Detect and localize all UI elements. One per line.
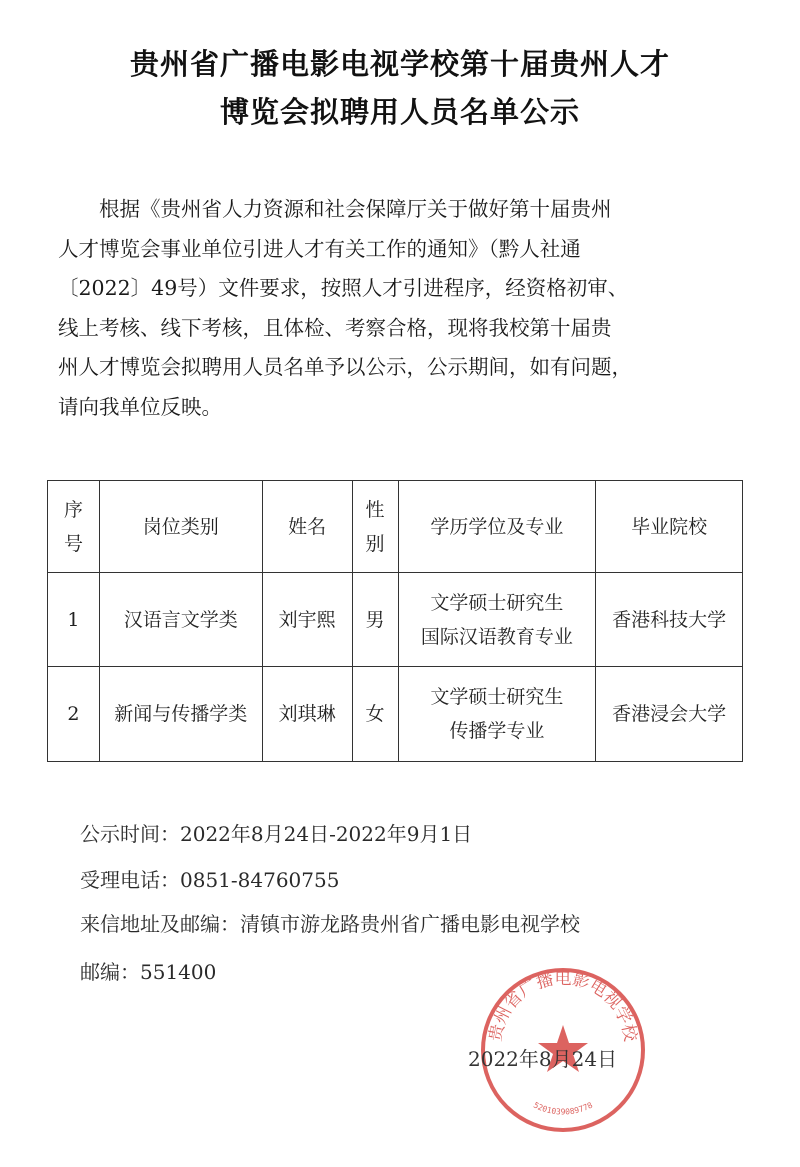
hire-list-table <box>47 480 743 762</box>
cell-gender: 女 <box>352 667 398 762</box>
cell-degree: 文学硕士研究生 <box>430 591 564 614</box>
cell-education <box>398 573 596 667</box>
cell-major: 国际汉语教育专业 <box>420 625 573 648</box>
cell-index: 1 <box>48 573 100 667</box>
cell-education <box>398 667 596 762</box>
body-line: 〔2022〕49号）文件要求，按照人才引进程序，经资格初审、 <box>58 276 629 300</box>
body-line: 请向我单位反映。 <box>58 394 222 419</box>
announcement-address: 来信地址及邮编：清镇市游龙路贵州省广播电影电视学校 <box>80 912 580 936</box>
cell-school: 香港科技大学 <box>596 573 743 667</box>
header-name: 姓名 <box>262 481 352 573</box>
announcement-time: 公示时间：2022年8月24日-2022年9月1日 <box>80 822 473 846</box>
cell-name: 刘宇熙 <box>262 573 352 667</box>
body-line: 线上考核、线下考核，且体检、考察合格，现将我校第十届贵 <box>58 315 612 340</box>
announcement-phone: 受理电话：0851-84760755 <box>80 868 340 892</box>
header-gender: 性 别 <box>352 481 398 573</box>
cell-major: 传播学专业 <box>449 720 545 742</box>
document-title-line-2: 博览会拟聘用人员名单公示 <box>219 95 580 129</box>
cell-gender: 男 <box>352 573 398 667</box>
table-row <box>48 667 743 762</box>
header-school: 毕业院校 <box>596 481 743 573</box>
table-row <box>48 573 743 667</box>
seal-code: 5201039089778 <box>531 1100 595 1117</box>
body-line: 根据《贵州省人力资源和社会保障厅关于做好第十届贵州 <box>58 197 612 221</box>
cell-degree: 文学硕士研究生 <box>430 686 564 708</box>
cell-name: 刘琪琳 <box>262 667 352 762</box>
cell-index: 2 <box>48 667 100 762</box>
announcement-postcode: 邮编：551400 <box>80 960 217 984</box>
cell-category: 新闻与传播学类 <box>99 667 262 762</box>
header-education: 学历学位及专业 <box>398 481 596 573</box>
body-line: 州人才博览会拟聘用人员名单予以公示，公示期间，如有问题， <box>58 355 632 379</box>
header-index: 序 号 <box>48 481 100 573</box>
table-header-row <box>48 481 743 573</box>
document-title-line-1: 贵州省广播电影电视学校第十届贵州人才 <box>129 47 670 81</box>
cell-school: 香港浸会大学 <box>596 667 743 762</box>
signature-date: 2022年8月24日 <box>468 1047 618 1071</box>
header-category: 岗位类别 <box>99 481 262 573</box>
body-line: 人才博览会事业单位引进人才有关工作的通知》（黔人社通 <box>58 236 581 261</box>
cell-category: 汉语言文学类 <box>99 573 262 667</box>
seal-text: 贵州省广播电影电视学校 <box>485 968 641 1044</box>
body-paragraph <box>58 190 758 427</box>
